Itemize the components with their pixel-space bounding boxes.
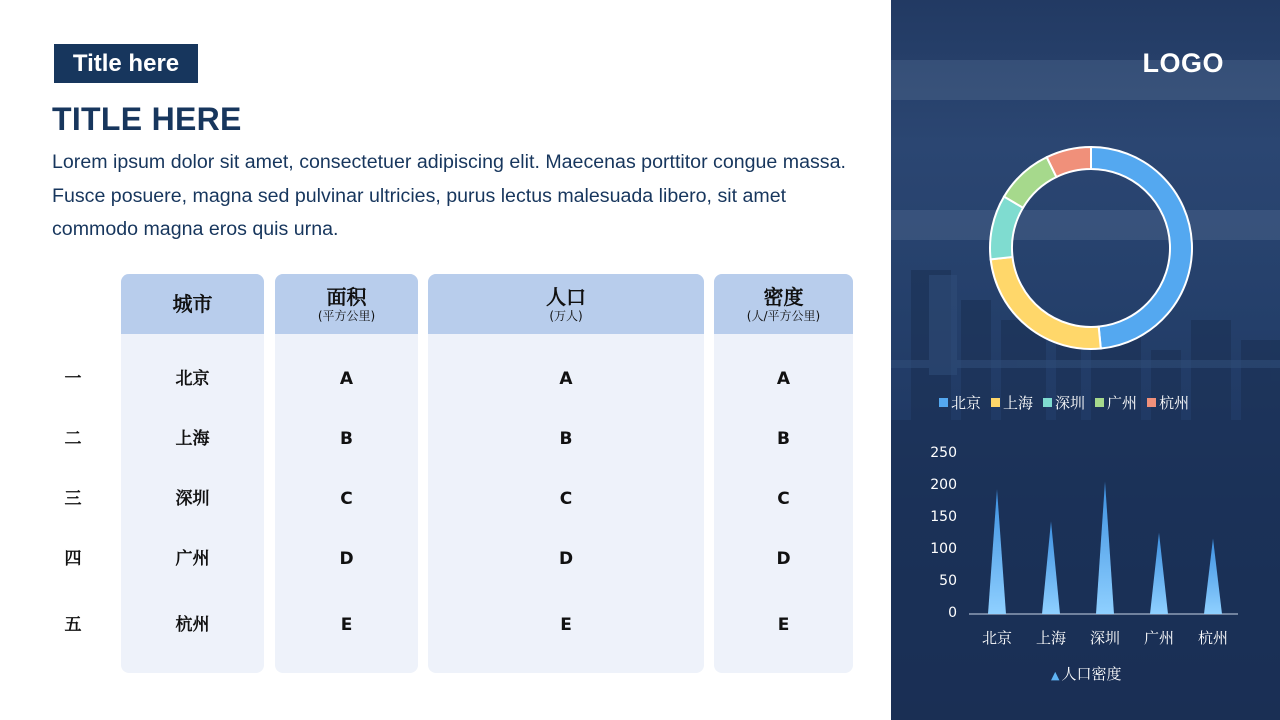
legend-item xyxy=(1095,392,1137,413)
legend-item xyxy=(1043,392,1085,413)
table-column-population xyxy=(428,274,704,673)
column-header xyxy=(714,274,853,334)
density-bar-2 xyxy=(1042,521,1060,614)
y-tick-label: 250 xyxy=(930,445,957,461)
y-tick-label: 50 xyxy=(939,573,957,589)
table-cell: 深圳 xyxy=(175,489,210,509)
x-tick-label: 广州 xyxy=(1143,629,1174,647)
donut-slice-2 xyxy=(991,257,1101,349)
table-cell: 广州 xyxy=(175,549,210,569)
table-cell: D xyxy=(776,549,791,569)
table-cell: E xyxy=(340,615,353,635)
y-tick-label: 150 xyxy=(930,509,957,525)
row-label: 三 xyxy=(64,489,82,509)
row-label: 一 xyxy=(64,369,82,389)
donut-slice-5 xyxy=(1047,147,1091,177)
legend-item xyxy=(939,392,981,413)
y-tick-label: 200 xyxy=(930,477,957,493)
table-column-area xyxy=(275,274,418,673)
legend-swatch xyxy=(939,398,948,407)
table-cell: D xyxy=(339,549,354,569)
donut-chart xyxy=(891,130,1280,370)
table-cell: 杭州 xyxy=(175,615,210,635)
density-bar-1 xyxy=(988,489,1006,614)
column-header-unit: (平方公里) xyxy=(317,309,376,323)
right-panel xyxy=(891,0,1280,720)
section-tag: Title here xyxy=(54,44,198,83)
table-cell: 北京 xyxy=(175,369,210,389)
column-header xyxy=(121,274,264,334)
table-cell: D xyxy=(558,549,574,569)
density-bar-5 xyxy=(1204,538,1222,614)
x-tick-label: 北京 xyxy=(981,629,1012,647)
column-header-title: 密度 xyxy=(763,285,804,309)
legend-label: 深圳 xyxy=(1055,394,1086,412)
column-header-title: 城市 xyxy=(172,292,213,316)
logo: LOGO xyxy=(1142,48,1224,78)
legend-swatch xyxy=(1095,398,1104,407)
table-cell: E xyxy=(560,615,572,635)
row-label: 二 xyxy=(64,429,82,449)
donut-slice-1 xyxy=(1091,147,1192,349)
table-cell: C xyxy=(340,489,353,509)
table-cell: 上海 xyxy=(175,429,210,449)
column-header xyxy=(275,274,418,334)
table-cell: E xyxy=(777,615,790,635)
table-cell: C xyxy=(559,489,573,509)
legend-swatch xyxy=(991,398,1000,407)
series-legend xyxy=(1051,663,1121,684)
column-header-title: 面积 xyxy=(326,285,367,309)
y-tick-label: 100 xyxy=(930,541,957,557)
table-cell: B xyxy=(777,429,790,449)
x-tick-label: 上海 xyxy=(1035,629,1066,647)
legend-swatch xyxy=(1043,398,1052,407)
row-label: 五 xyxy=(64,615,82,635)
table-cell: A xyxy=(339,369,354,389)
table-cell: B xyxy=(340,429,353,449)
y-tick-label: 0 xyxy=(948,605,957,621)
legend-label: 上海 xyxy=(1003,394,1034,412)
table-cell: A xyxy=(776,369,791,389)
density-bar-3 xyxy=(1096,482,1114,614)
x-tick-label: 深圳 xyxy=(1089,629,1120,647)
density-bar-4 xyxy=(1150,533,1168,614)
legend-label: 北京 xyxy=(951,394,982,412)
table-cell: C xyxy=(777,489,790,509)
legend-label: 杭州 xyxy=(1159,394,1190,412)
triangle-icon: ▲ xyxy=(1051,669,1060,682)
table-cell: A xyxy=(559,369,573,389)
legend-swatch xyxy=(1147,398,1156,407)
row-label: 四 xyxy=(64,549,82,569)
column-header xyxy=(428,274,704,334)
donut-legend xyxy=(939,392,1199,413)
table-cell: B xyxy=(559,429,573,449)
table-column-density xyxy=(714,274,853,673)
column-header-title: 人口 xyxy=(546,285,586,309)
page-title: TITLE HERE xyxy=(52,101,242,137)
legend-item xyxy=(1147,392,1189,413)
column-header-unit: (人/平方公里) xyxy=(746,309,821,323)
legend-item xyxy=(991,392,1033,413)
series-legend-label: 人口密度 xyxy=(1061,665,1122,683)
table-column-city xyxy=(121,274,264,673)
body-paragraph: Lorem ipsum dolor sit amet, consectetuer adipiscing elit. Maecenas porttitor congue massa. Fusce posuere, magna sed pulvinar ultricies, purus lectus malesuada libero, sit amet commodo magna eros quis urna. xyxy=(52,151,846,240)
x-tick-label: 杭州 xyxy=(1197,629,1228,647)
column-header-unit: (万人) xyxy=(549,309,583,323)
legend-label: 广州 xyxy=(1107,394,1138,412)
donut-slice-4 xyxy=(1004,157,1056,208)
